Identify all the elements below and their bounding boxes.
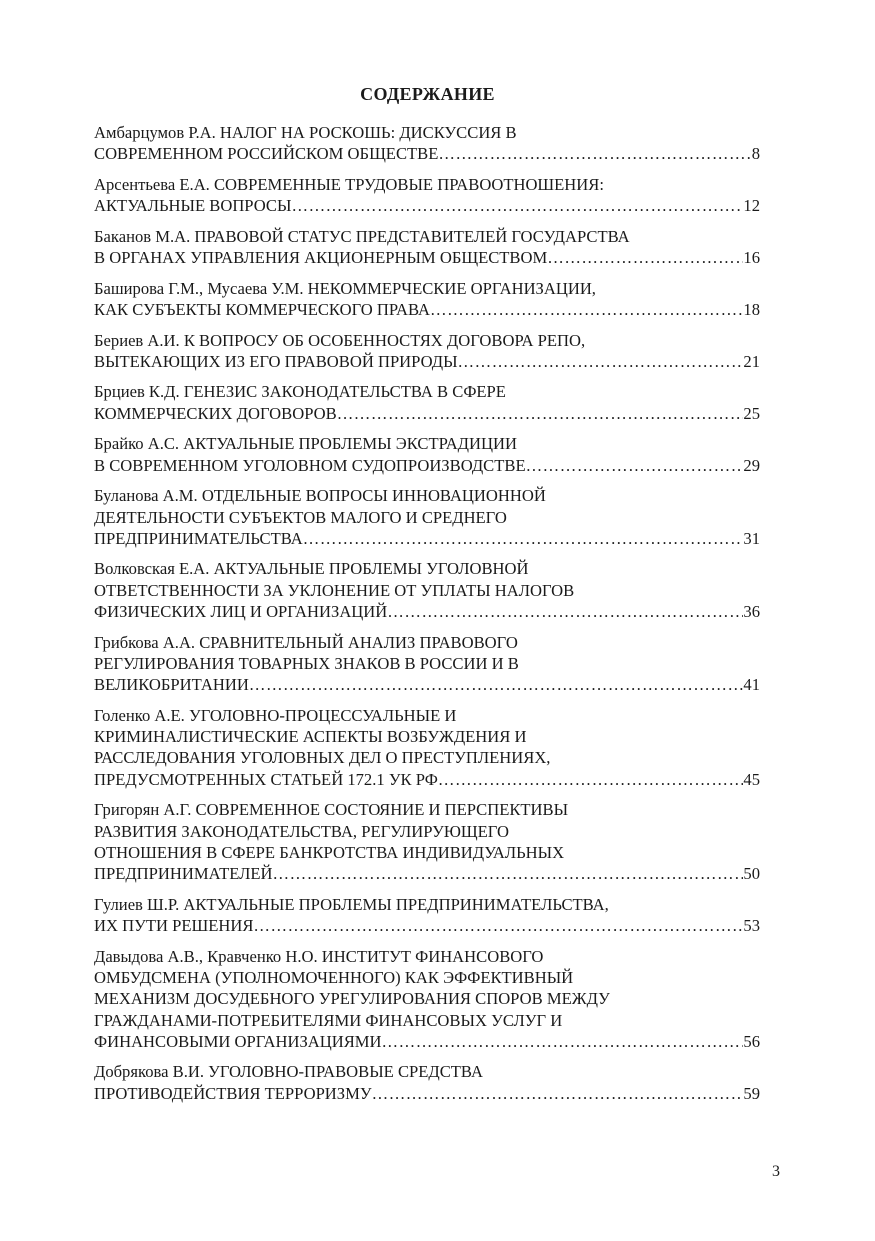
toc-entry-line: Григорян А.Г. СОВРЕМЕННОЕ СОСТОЯНИЕ И ПЕРСПЕКТИВЫ bbox=[94, 800, 569, 820]
dot-leader bbox=[273, 863, 744, 884]
toc-entry-line: Баканов М.А. ПРАВОВОЙ СТАТУС ПРЕДСТАВИТЕЛЕЙ ГОСУДАРСТВА bbox=[94, 226, 630, 246]
toc-entry-page: 21 bbox=[743, 351, 760, 371]
toc-entry bbox=[94, 330, 760, 373]
toc-entry-last-line bbox=[94, 769, 760, 790]
toc-entry-line: РЕГУЛИРОВАНИЯ ТОВАРНЫХ ЗНАКОВ В РОССИИ И В bbox=[94, 653, 519, 673]
toc-entry bbox=[94, 433, 760, 476]
toc-entry-line: СОВРЕМЕННОМ РОССИЙСКОМ ОБЩЕСТВЕ bbox=[94, 144, 439, 164]
dot-leader bbox=[430, 299, 743, 320]
toc-entry-line: Грибкова А.А. СРАВНИТЕЛЬНЫЙ АНАЛИЗ ПРАВОВОГО bbox=[94, 632, 518, 652]
toc-entry bbox=[94, 799, 760, 884]
dot-leader bbox=[547, 247, 743, 268]
toc-entry-last-line bbox=[94, 915, 760, 936]
toc-entry-page: 59 bbox=[743, 1083, 760, 1103]
toc-entry-line: КАК СУБЪЕКТЫ КОММЕРЧЕСКОГО ПРАВА bbox=[94, 299, 430, 319]
toc-entry-line: В ОРГАНАХ УПРАВЛЕНИЯ АКЦИОНЕРНЫМ ОБЩЕСТВОМ bbox=[94, 248, 548, 268]
toc-entry-line: Волковская Е.А. АКТУАЛЬНЫЕ ПРОБЛЕМЫ УГОЛОВНОЙ bbox=[94, 559, 529, 579]
toc-entry bbox=[94, 381, 760, 424]
toc-entry-line: КРИМИНАЛИСТИЧЕСКИЕ АСПЕКТЫ ВОЗБУЖДЕНИЯ И bbox=[94, 727, 527, 747]
dot-leader bbox=[387, 601, 743, 622]
toc-entry-line: Голенко А.Е. УГОЛОВНО-ПРОЦЕССУАЛЬНЫЕ И bbox=[94, 705, 457, 725]
toc-entry bbox=[94, 174, 760, 217]
toc-entry-page: 41 bbox=[743, 675, 760, 695]
toc-entry-line: ПРЕДПРИНИМАТЕЛЬСТВА bbox=[94, 528, 303, 548]
toc-entry bbox=[94, 894, 760, 937]
toc-entry-line: Давыдова А.В., Кравченко Н.О. ИНСТИТУТ ФИНАНСОВОГО bbox=[94, 946, 544, 966]
toc-entry bbox=[94, 226, 760, 269]
toc-entry-line: ВЫТЕКАЮЩИХ ИЗ ЕГО ПРАВОВОЙ ПРИРОДЫ bbox=[94, 351, 458, 371]
toc-entry-last-line bbox=[94, 351, 760, 372]
dot-leader bbox=[249, 674, 744, 695]
toc-entry-page: 25 bbox=[743, 403, 760, 423]
toc-entry-line: АКТУАЛЬНЫЕ ВОПРОСЫ bbox=[94, 196, 292, 216]
toc-entry bbox=[94, 632, 760, 696]
toc-entry-last-line bbox=[94, 143, 760, 164]
toc-entry-line: Бериев А.И. К ВОПРОСУ ОБ ОСОБЕННОСТЯХ ДОГОВОРА РЕПО, bbox=[94, 330, 586, 350]
toc-entry-page: 8 bbox=[751, 144, 760, 164]
toc-entry-line: В СОВРЕМЕННОМ УГОЛОВНОМ СУДОПРОИЗВОДСТВЕ bbox=[94, 455, 526, 475]
toc-entry-line: ОТВЕТСТВЕННОСТИ ЗА УКЛОНЕНИЕ ОТ УПЛАТЫ НАЛОГОВ bbox=[94, 580, 575, 600]
toc-entry-line: ФИНАНСОВЫМИ ОРГАНИЗАЦИЯМИ bbox=[94, 1031, 382, 1051]
dot-leader bbox=[458, 351, 744, 372]
page-title: СОДЕРЖАНИЕ bbox=[360, 84, 495, 104]
toc-entry-last-line bbox=[94, 674, 760, 695]
dot-leader bbox=[253, 915, 743, 936]
toc-entry-line: Амбарцумов Р.А. НАЛОГ НА РОСКОШЬ: ДИСКУССИЯ В bbox=[94, 123, 517, 142]
toc-entry bbox=[94, 558, 760, 622]
toc-entry-page: 45 bbox=[743, 769, 760, 789]
toc-entry-line: МЕХАНИЗМ ДОСУДЕБНОГО УРЕГУЛИРОВАНИЯ СПОРОВ МЕЖДУ bbox=[94, 989, 610, 1009]
toc-entry bbox=[94, 278, 760, 321]
toc-entry-last-line bbox=[94, 195, 760, 216]
toc-entry-line: ДЕЯТЕЛЬНОСТИ СУБЪЕКТОВ МАЛОГО И СРЕДНЕГО bbox=[94, 507, 507, 527]
toc-entry-line: Баширова Г.М., Мусаева У.М. НЕКОММЕРЧЕСКИЕ ОРГАНИЗАЦИИ, bbox=[94, 278, 596, 298]
toc-entry-line: ПРЕДУСМОТРЕННЫХ СТАТЬЕЙ 172.1 УК РФ bbox=[94, 769, 438, 789]
toc-entry-line: ГРАЖДАНАМИ-ПОТРЕБИТЕЛЯМИ ФИНАНСОВЫХ УСЛУГ И bbox=[94, 1010, 563, 1030]
toc-entry-page: 36 bbox=[743, 602, 760, 622]
toc-entry bbox=[94, 1061, 760, 1104]
toc-entry-page: 31 bbox=[743, 528, 760, 548]
toc-entry-line: ИХ ПУТИ РЕШЕНИЯ bbox=[94, 916, 254, 936]
toc-entry-page: 53 bbox=[743, 916, 760, 936]
toc-entry bbox=[94, 946, 760, 1052]
toc-entry-page: 18 bbox=[743, 299, 760, 319]
toc-entry-line: РАЗВИТИЯ ЗАКОНОДАТЕЛЬСТВА, РЕГУЛИРУЮЩЕГО bbox=[94, 821, 509, 841]
toc-entry-last-line bbox=[94, 601, 760, 622]
toc-entry bbox=[94, 485, 760, 549]
dot-leader bbox=[526, 455, 744, 476]
dot-leader bbox=[438, 769, 744, 790]
toc-entry-line: ВЕЛИКОБРИТАНИИ bbox=[94, 675, 249, 695]
toc-entry-last-line bbox=[94, 1083, 760, 1104]
toc-entry-line: Брциев К.Д. ГЕНЕЗИС ЗАКОНОДАТЕЛЬСТВА В СФЕРЕ bbox=[94, 382, 506, 402]
dot-leader bbox=[372, 1083, 744, 1104]
toc-entry-line: РАССЛЕДОВАНИЯ УГОЛОВНЫХ ДЕЛ О ПРЕСТУПЛЕНИЯХ, bbox=[94, 748, 551, 768]
toc-entry-line: ПРЕДПРИНИМАТЕЛЕЙ bbox=[94, 864, 273, 884]
dot-leader bbox=[303, 528, 744, 549]
dot-leader bbox=[291, 195, 743, 216]
toc-entry-line: ПРОТИВОДЕЙСТВИЯ ТЕРРОРИЗМУ bbox=[94, 1083, 372, 1103]
toc-entry-line: Гулиев Ш.Р. АКТУАЛЬНЫЕ ПРОБЛЕМЫ ПРЕДПРИНИМАТЕЛЬСТВА, bbox=[94, 894, 609, 914]
toc-entry-last-line bbox=[94, 299, 760, 320]
toc-entry-page: 12 bbox=[743, 196, 760, 216]
toc-entry-line: Брайко А.С. АКТУАЛЬНЫЕ ПРОБЛЕМЫ ЭКСТРАДИЦИИ bbox=[94, 434, 517, 454]
toc-entry-line: ФИЗИЧЕСКИХ ЛИЦ И ОРГАНИЗАЦИЙ bbox=[94, 602, 388, 622]
toc-entry-line: КОММЕРЧЕСКИХ ДОГОВОРОВ bbox=[94, 403, 337, 423]
toc-entry-line: ОТНОШЕНИЯ В СФЕРЕ БАНКРОТСТВА ИНДИВИДУАЛЬНЫХ bbox=[94, 842, 565, 862]
dot-leader bbox=[337, 403, 744, 424]
toc-entry bbox=[94, 122, 760, 165]
toc-entry-last-line bbox=[94, 528, 760, 549]
dot-leader bbox=[382, 1031, 744, 1052]
toc-entry-line: Буланова А.М. ОТДЕЛЬНЫЕ ВОПРОСЫ ИННОВАЦИОННОЙ bbox=[94, 486, 546, 506]
dot-leader bbox=[438, 143, 751, 164]
toc-entry bbox=[94, 705, 760, 790]
toc-entry-last-line bbox=[94, 1031, 760, 1052]
page-number: 3 bbox=[772, 1163, 780, 1180]
toc-entry-line: ОМБУДСМЕНА (УПОЛНОМОЧЕННОГО) КАК ЭФФЕКТИВНЫЙ bbox=[94, 967, 574, 987]
toc-entry-last-line bbox=[94, 247, 760, 268]
toc-entry-line: Арсентьева Е.А. СОВРЕМЕННЫЕ ТРУДОВЫЕ ПРАВООТНОШЕНИЯ: bbox=[94, 174, 604, 194]
toc-entry-page: 29 bbox=[743, 455, 760, 475]
toc-entry-page: 56 bbox=[743, 1031, 760, 1051]
toc-entry-last-line bbox=[94, 455, 760, 476]
toc-entry-last-line bbox=[94, 863, 760, 884]
table-of-contents bbox=[94, 122, 760, 1113]
toc-entry-page: 16 bbox=[743, 248, 760, 268]
toc-entry-line: Добрякова В.И. УГОЛОВНО-ПРАВОВЫЕ СРЕДСТВА bbox=[94, 1062, 483, 1082]
toc-entry-page: 50 bbox=[743, 864, 760, 884]
toc-entry-last-line bbox=[94, 403, 760, 424]
